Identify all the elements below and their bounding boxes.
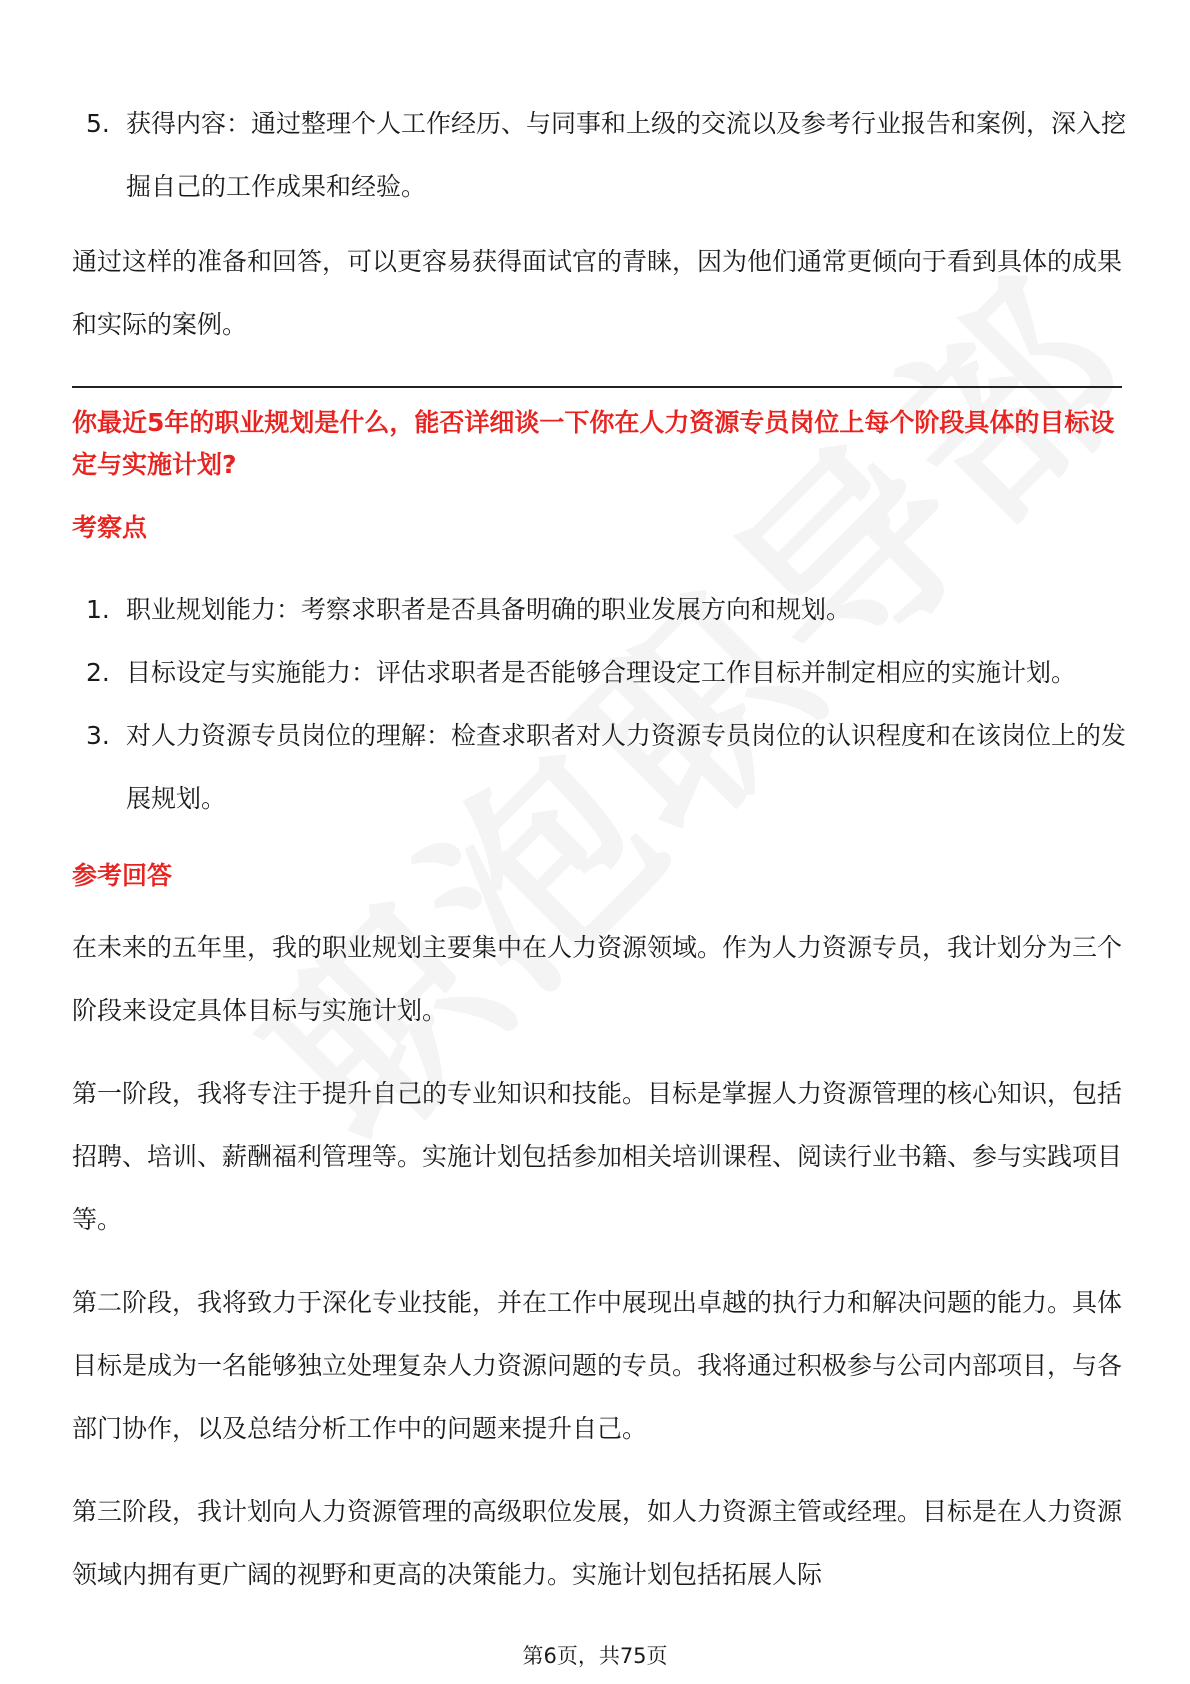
list-number: 2. — [86, 658, 110, 687]
summary-paragraph: 通过这样的准备和回答，可以更容易获得面试官的青睐，因为他们通常更倾向于看到具体的成果和实际的案例。 — [72, 247, 1123, 339]
list-text: 获得内容：通过整理个人工作经历、与同事和上级的交流以及参考行业报告和案例，深入挖掘自己的工作成果和经验。 — [126, 109, 1127, 201]
assessment-item-2 — [72, 641, 1122, 704]
page-content — [72, 92, 1127, 1606]
answer-paragraph: 在未来的五年里，我的职业规划主要集中在人力资源领域。作为人力资源专员，我计划分为三个阶段来设定具体目标与实施计划。 — [72, 933, 1123, 1025]
interview-question: 你最近5年的职业规划是什么，能否详细谈一下你在人力资源专员岗位上每个阶段具体的目标设定与实施计划? — [72, 408, 1115, 479]
list-text: 目标设定与实施能力：评估求职者是否能够合理设定工作目标并制定相应的实施计划。 — [126, 658, 1077, 687]
answer-title: 参考回答 — [72, 861, 173, 890]
answer-paragraph: 第三阶段，我计划向人力资源管理的高级职位发展，如人力资源主管或经理。目标是在人力资源领域内拥有更广阔的视野和更高的决策能力。实施计划包括拓展人际 — [72, 1497, 1123, 1589]
list-item-5 — [72, 92, 1127, 218]
assessment-item-3 — [72, 704, 1127, 830]
list-number: 5. — [86, 109, 110, 138]
list-number: 1. — [86, 595, 110, 624]
assessment-item-1 — [72, 578, 1122, 641]
answer-paragraph: 第一阶段，我将专注于提升自己的专业知识和技能。目标是掌握人力资源管理的核心知识，包括招聘、培训、薪酬福利管理等。实施计划包括参加相关培训课程、阅读行业书籍、参与实践项目等。 — [72, 1079, 1123, 1234]
list-text: 职业规划能力：考察求职者是否具备明确的职业发展方向和规划。 — [126, 595, 852, 624]
assessment-title: 考察点 — [72, 513, 148, 542]
answer-paragraph: 第二阶段，我将致力于深化专业技能，并在工作中展现出卓越的执行力和解决问题的能力。具体目标是成为一名能够独立处理复杂人力资源问题的专员。我将通过积极参与公司内部项目，与各部门协作，以及总结分析工作中的问题来提升自己。 — [72, 1288, 1123, 1443]
page-footer: 第6页，共75页 — [522, 1644, 668, 1668]
list-number: 3. — [86, 721, 110, 750]
list-text: 对人力资源专员岗位的理解：检查求职者对人力资源专员岗位的认识程度和在该岗位上的发展规划。 — [126, 721, 1127, 813]
